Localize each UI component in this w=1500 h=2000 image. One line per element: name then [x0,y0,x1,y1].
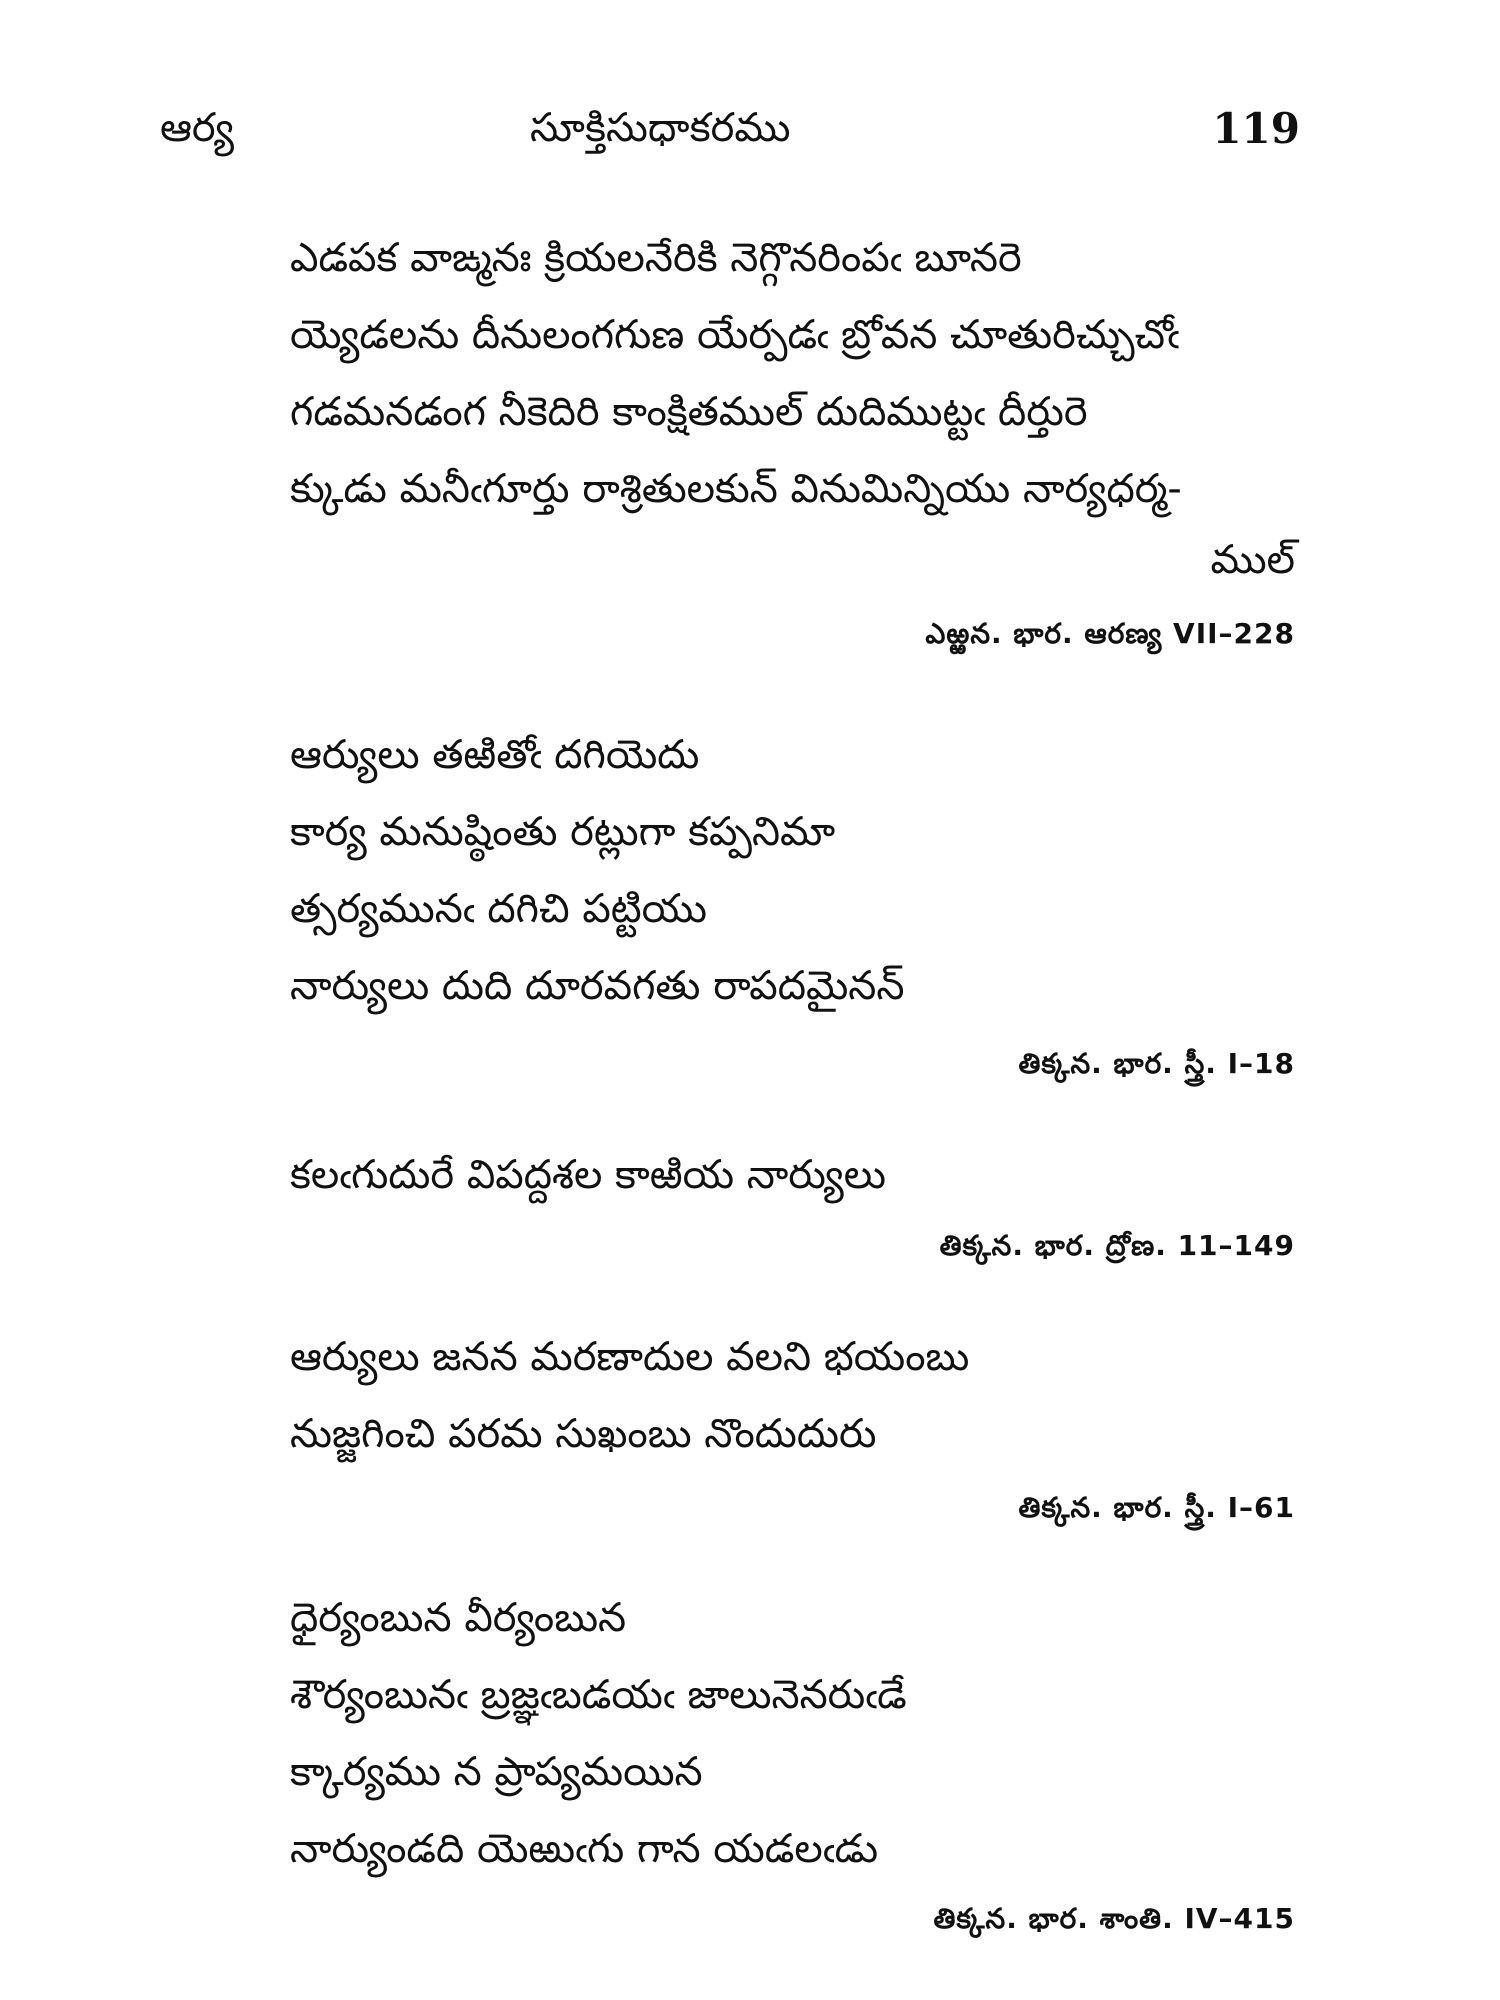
verse-line: కార్య మనుష్ఠింతు రట్లుగా కప్పనిమా [290,809,836,855]
source-citation: తిక్కన. భార. స్త్రీ. I–61 [1018,1491,1295,1524]
verse-line: నార్యులు దుది దూరవగతు రాపదమైనన్ [290,963,905,1009]
verse-line: ఆర్యులు తఱితోఁ దగియెదు [290,732,700,778]
verse-line: య్యెడలను దీనులంగగుణ యేర్పడఁ బ్రోవన చూతురిచ్చుచోఁ [290,312,1180,358]
page-number: 119 [1212,104,1300,153]
verse-line: త్సర్యమునఁ దగిచి పట్టియు [290,886,707,932]
source-citation: తిక్కన. భార. శాంతి. IV–415 [933,1902,1295,1935]
running-header-title: సూక్తిసుధాకరము [530,105,791,151]
verse-line: గడమనడంగ నీకెదిరి కాంక్షితముల్ దుదిముట్టఁ దీర్తురె [290,389,1088,435]
verse-continuation: ముల్ [1210,537,1295,583]
verse-line: క్కుడు మనీఁగూర్తు రాశ్రితులకున్ వినుమిన్నియు నార్యధర్మ- [290,466,1182,512]
verse-line: ధైర్యంబున వీర్యంబున [290,1595,627,1641]
verse-line: క్కార్యము న ప్రాప్యమయిన [290,1749,703,1795]
source-citation: తిక్కన. భార. ద్రోణ. 11–149 [939,1229,1295,1262]
verse-line: నార్యుండది యెఱుఁగు గాన యడలఁడు [290,1826,879,1872]
verse-line: నుజ్జగించి పరమ సుఖంబు నొందుదురు [290,1411,877,1457]
source-citation: తిక్కన. భార. స్త్రీ. I–18 [1018,1047,1295,1080]
verse-line: ఎడపక వాఙ్మనః క్రియలనేరికి నెగ్గొనరింపఁ బూనరె [290,235,1022,281]
source-citation: ఎఱ్ఱన. భార. ఆరణ్య VII–228 [925,617,1295,650]
verse-line: కలఁగుదురే విపద్దశల కాఱియ నార్యులు [290,1152,886,1198]
verse-line: ఆర్యులు జనన మరణాదుల వలని భయంబు [290,1334,970,1380]
running-header-section: ఆర్య [160,105,234,151]
verse-line: శౌర్యంబునఁ బ్రజ్ఞఁబడయఁ జాలునెనరుఁడే [290,1672,907,1718]
